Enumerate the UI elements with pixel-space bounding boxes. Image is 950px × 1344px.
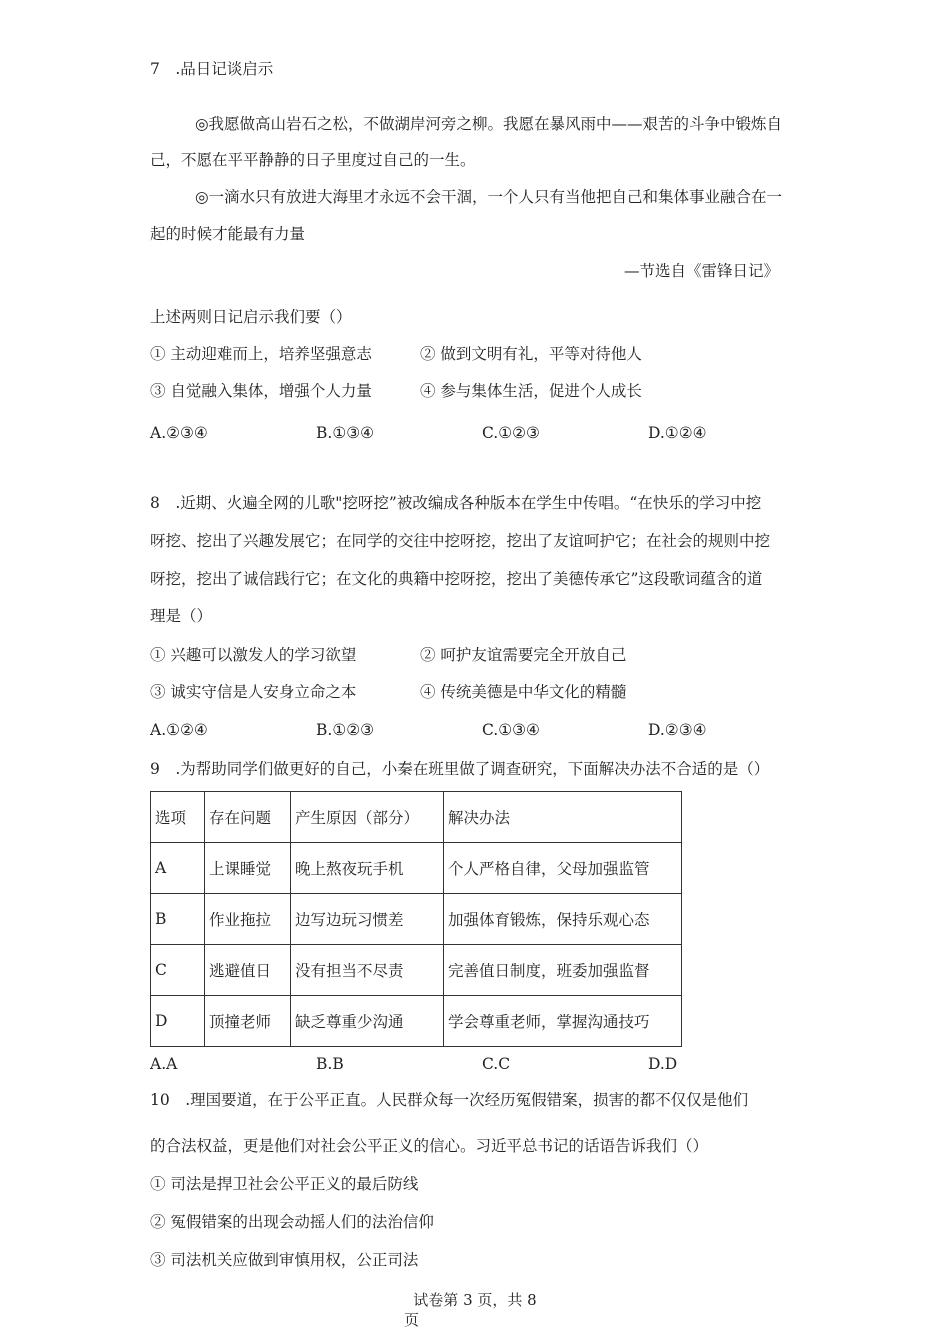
q7-para1-line2: 己，不愿在平平静静的日子里度过自己的一生。	[150, 151, 476, 169]
q9-choice-b: B.B	[316, 1055, 344, 1073]
q8-item-1: ① 兴趣可以激发人的学习欲望	[150, 646, 357, 664]
table-row	[151, 996, 682, 1047]
page-footer-line1: 试卷第 3 页，共 8	[413, 1291, 537, 1309]
q9-choice-c: C.C	[482, 1055, 511, 1073]
table-row	[151, 843, 682, 894]
q8-item-2: ② 呵护友谊需要完全开放自己	[420, 646, 627, 664]
q8-line3: 呀挖，挖出了诚信践行它；在文化的典籍中挖呀挖，挖出了美德传承它”这段歌词蕴含的道	[150, 570, 763, 588]
q10-item-3: ③ 司法机关应做到审慎用权，公正司法	[150, 1251, 419, 1269]
table-header-row	[151, 792, 682, 843]
table-cell: D	[151, 996, 205, 1047]
table-cell: 上课睡觉	[205, 843, 291, 894]
q10-line2: 的合法权益，更是他们对社会公平正义的信心。习近平总书记的话语告诉我们（）	[150, 1137, 709, 1155]
q7-para2-line2: 起的时候才能最有力量	[150, 225, 306, 243]
table-header-cell: 产生原因（部分）	[291, 792, 444, 843]
q7-para1-line1: ◎我愿做高山岩石之松，不做湖岸河旁之柳。我愿在暴风雨中——艰苦的斗争中锻炼自	[195, 115, 783, 133]
table-cell: B	[151, 894, 205, 945]
q7-item-4: ④ 参与集体生活，促进个人成长	[420, 382, 642, 400]
table-cell: C	[151, 945, 205, 996]
table-cell: 顶撞老师	[205, 996, 291, 1047]
table-cell: 完善值日制度，班委加强监督	[444, 945, 682, 996]
table-cell: 作业拖拉	[205, 894, 291, 945]
q10-item-1: ① 司法是捍卫社会公平正义的最后防线	[150, 1175, 419, 1193]
table-cell: 个人严格自律，父母加强监管	[444, 843, 682, 894]
q8-choice-d: D.②③④	[648, 721, 707, 739]
q8-line4: 理是（）	[150, 607, 213, 625]
q7-item-3: ③ 自觉融入集体，增强个人力量	[150, 382, 372, 400]
survey-table	[150, 791, 682, 1047]
table-cell: 学会尊重老师，掌握沟通技巧	[444, 996, 682, 1047]
q9-choice-a: A.A	[150, 1055, 178, 1073]
q8-line2: 呀挖、挖出了兴趣发展它；在同学的交往中挖呀挖，挖出了友谊呵护它；在社会的规则中挖	[150, 532, 771, 550]
q7-choice-d: D.①②④	[648, 424, 707, 442]
q8-item-4: ④ 传统美德是中华文化的精髓	[420, 683, 627, 701]
q8-choice-b: B.①②③	[316, 721, 375, 739]
q10-item-2: ② 冤假错案的出现会动摇人们的法治信仰	[150, 1213, 434, 1231]
table-header-cell: 选项	[151, 792, 205, 843]
page-footer-line2: 页	[404, 1311, 420, 1329]
table-header-cell: 解决办法	[444, 792, 682, 843]
q8-line1: 8 .近期、火遍全网的儿歌"挖呀挖”被改编成各种版本在学生中传唱。“在快乐的学习中挖	[150, 494, 762, 512]
q7-choice-c: C.①②③	[482, 424, 540, 442]
table-row	[151, 894, 682, 945]
table-cell: 加强体育锻炼，保持乐观心态	[444, 894, 682, 945]
q7-para2-line1: ◎一滴水只有放进大海里才永远不会干涸，一个人只有当他把自己和集体事业融合在一	[195, 188, 783, 206]
q7-choice-a: A.②③④	[150, 424, 208, 442]
table-cell: 缺乏尊重少沟通	[291, 996, 444, 1047]
table-cell: A	[151, 843, 205, 894]
q7-stem: 上述两则日记启示我们要（）	[150, 308, 352, 326]
table-row	[151, 945, 682, 996]
q7-source: —节选自《雷锋日记》	[624, 262, 780, 280]
q10-line1: 10 .理国要道，在于公平正直。人民群众每一次经历冤假错案，损害的都不仅仅是他们	[150, 1091, 749, 1109]
table-cell: 没有担当不尽责	[291, 945, 444, 996]
q7-item-2: ② 做到文明有礼，平等对待他人	[420, 345, 642, 363]
table-header-cell: 存在问题	[205, 792, 291, 843]
table-cell: 边写边玩习惯差	[291, 894, 444, 945]
q7-item-1: ① 主动迎难而上，培养坚强意志	[150, 345, 372, 363]
q7-title: 7 .品日记谈启示	[150, 60, 274, 78]
table-cell: 晚上熬夜玩手机	[291, 843, 444, 894]
q9-choice-d: D.D	[648, 1055, 678, 1073]
q8-choice-c: C.①③④	[482, 721, 540, 739]
table-cell: 逃避值日	[205, 945, 291, 996]
q8-item-3: ③ 诚实守信是人安身立命之本	[150, 683, 357, 701]
q8-choice-a: A.①②④	[150, 721, 208, 739]
q7-choice-b: B.①③④	[316, 424, 375, 442]
q9-stem: 9 .为帮助同学们做更好的自己，小秦在班里做了调查研究，下面解决办法不合适的是（）	[150, 760, 770, 778]
